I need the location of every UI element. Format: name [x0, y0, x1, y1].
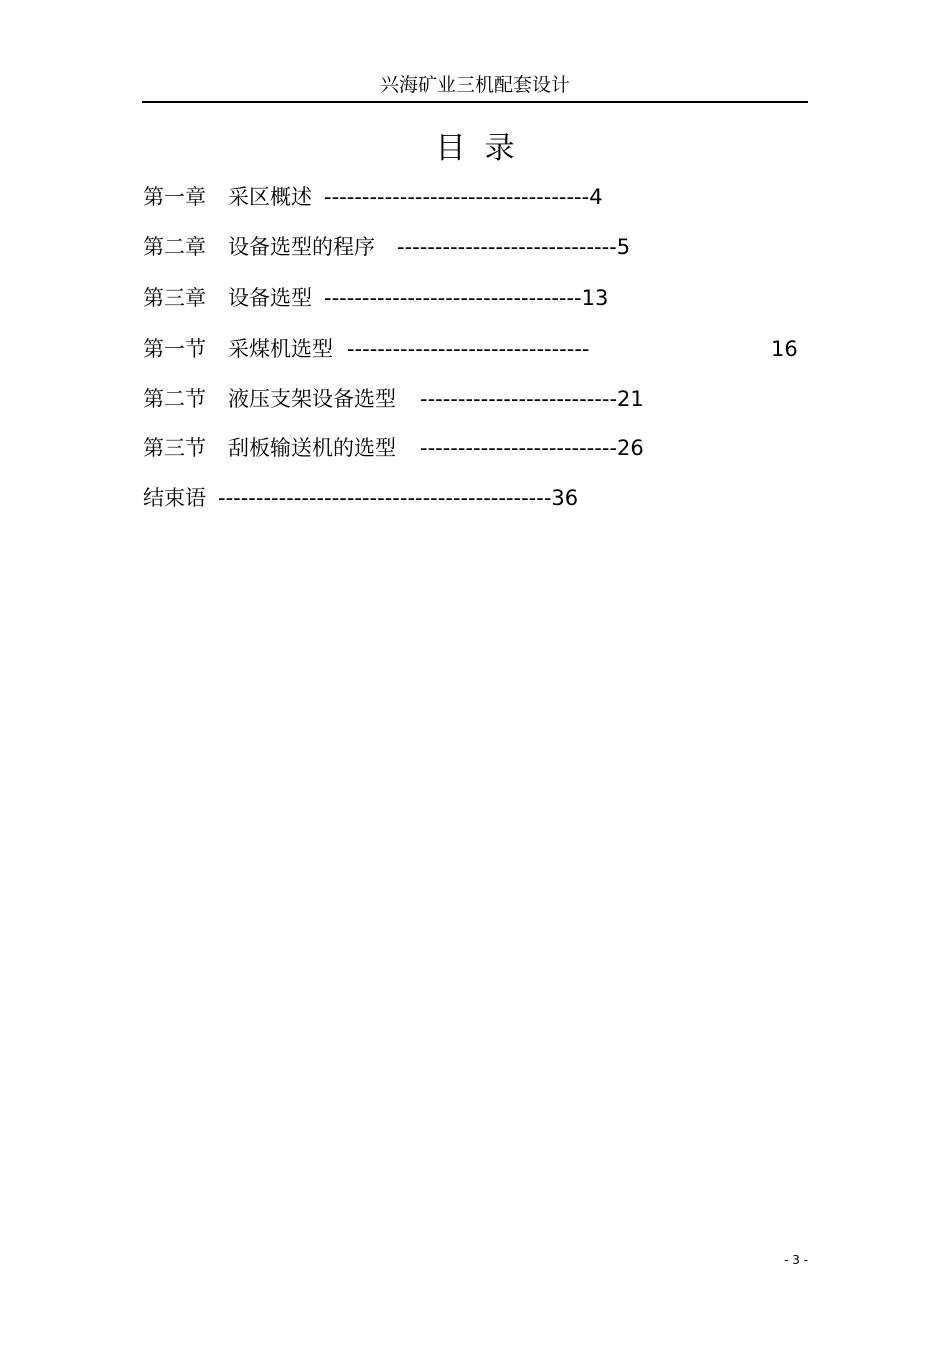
toc-heading: 目 录	[435, 131, 515, 166]
toc-entry-chapter-3[interactable]	[143, 283, 608, 313]
toc-entry-page: 16	[771, 337, 798, 361]
toc-entry-page: 21	[617, 387, 644, 411]
page-number: - 3 -	[784, 1253, 808, 1267]
toc-entry-label: 第二节	[143, 387, 206, 411]
toc-entry-label: 第二章	[143, 235, 206, 259]
toc-entry-section-1[interactable]	[143, 334, 589, 364]
toc-entry-section-2[interactable]	[143, 384, 644, 414]
toc-entry-chapter-1[interactable]	[143, 182, 603, 212]
toc-entry-text: 设备选型的程序	[228, 235, 375, 259]
toc-entry-label: 第一节	[143, 337, 206, 361]
header-divider	[142, 101, 808, 103]
toc-entry-page: 13	[581, 286, 609, 310]
toc-entry-conclusion[interactable]	[143, 483, 578, 513]
toc-entry-leader: --------------------------------	[347, 337, 590, 361]
toc-entry-page: 36	[551, 486, 579, 510]
toc-entry-chapter-2[interactable]	[143, 232, 630, 262]
toc-entry-page: 5	[616, 235, 631, 259]
toc-entry-leader: -----------------------------	[397, 235, 617, 259]
toc-entry-label: 第一章	[143, 185, 206, 209]
toc-entry-text: 结束语	[143, 486, 206, 510]
toc-entry-text: 采区概述	[228, 185, 312, 209]
running-header-title: 兴海矿业三机配套设计	[379, 74, 570, 96]
toc-entry-page: 4	[589, 185, 603, 209]
toc-entry-page: 26	[617, 436, 644, 460]
toc-entry-label: 第三章	[143, 286, 206, 310]
toc-entry-text: 采煤机选型	[228, 337, 333, 361]
toc-entry-leader: --------------------------	[420, 436, 618, 460]
toc-entry-leader: --------------------------------------------	[218, 486, 552, 510]
toc-entry-leader: --------------------------	[420, 387, 618, 411]
toc-entry-label: 第三节	[143, 436, 206, 460]
toc-entry-section-3[interactable]	[143, 433, 644, 463]
toc-entry-leader: -----------------------------------	[324, 185, 590, 209]
toc-entry-text: 设备选型	[228, 286, 312, 310]
toc-entry-text: 刮板输送机的选型	[228, 436, 396, 460]
toc-entry-text: 液压支架设备选型	[228, 387, 396, 411]
toc-entry-leader: ----------------------------------	[324, 286, 582, 310]
